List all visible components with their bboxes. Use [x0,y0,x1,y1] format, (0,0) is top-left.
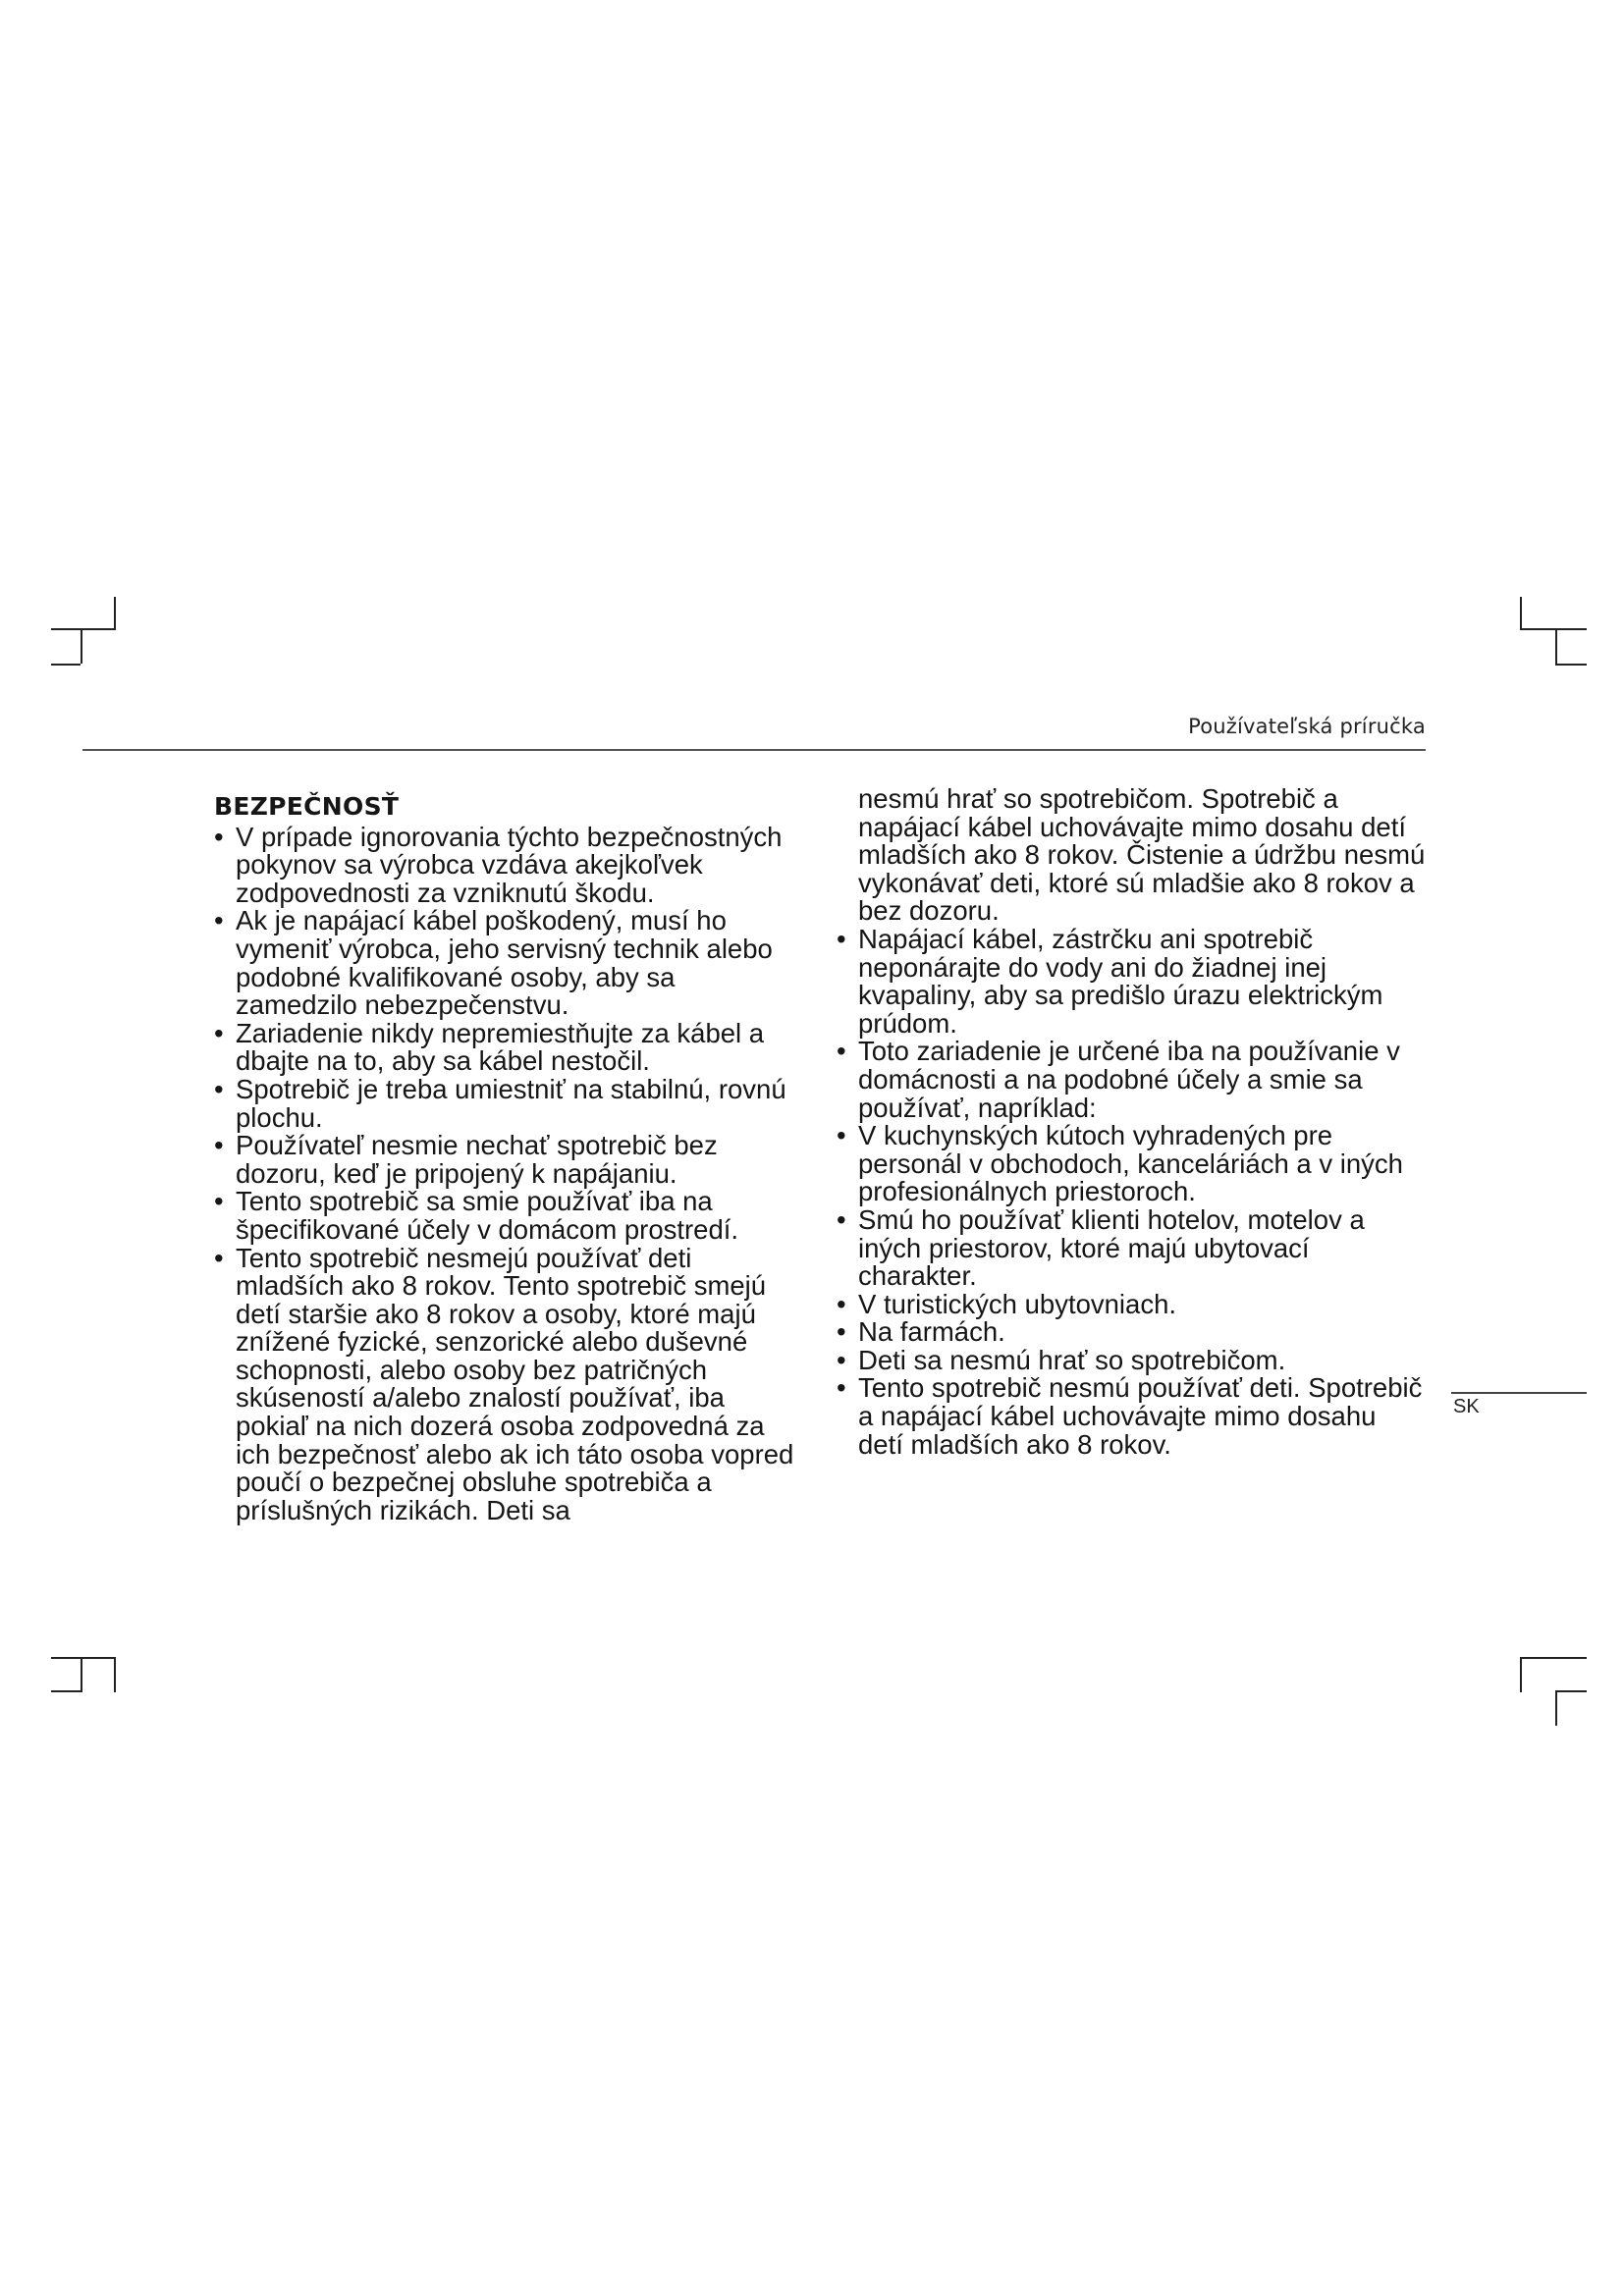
list-item-text: Spotrebič je treba umiestniť na stabilnú, rovnú plochu. [236,1073,786,1133]
left-column [214,785,803,1524]
list-item [214,1017,803,1077]
list-item [214,907,803,1019]
list-item-text: Tento spotrebič nesmú používať deti. Spotrebič a napájací kábel uchovávajte mimo dosahu detí mladších ako 8 rokov. [858,1372,1423,1460]
crop-mark [1555,628,1557,664]
bullet-icon: • [837,1344,846,1375]
bullet-icon: • [214,1186,224,1217]
crop-mark [1520,597,1522,630]
list-item [214,821,803,908]
list-item [214,1188,803,1244]
list-item [214,1132,803,1188]
bullet-icon: • [837,923,846,954]
section-heading: BEZPEČNOSŤ [214,792,400,821]
bullet-icon: • [837,1203,846,1235]
bullet-icon: • [837,1120,846,1151]
list-item-text: Deti sa nesmú hrať so spotrebičom. [858,1344,1286,1375]
list-item-text: Smú ho používať klienti hotelov, motelov a iných priestorov, ktoré majú ubytovací charakter. [858,1203,1365,1292]
bullet-icon: • [837,1288,846,1319]
crop-mark [114,1657,116,1692]
list-item [214,1242,803,1525]
list-item-text: Na farmách. [858,1316,1005,1348]
list-item [837,1318,1426,1347]
continuation-text: nesmú hrať so spotrebičom. Spotrebič a napájací kábel uchovávajte mimo dosahu detí mladších ako 8 rokov. Čistenie a údržbu nesmú vykonávať deti, ktoré sú mladšie ako 8 rokov a bez dozoru. [858,783,1426,927]
list-item [214,1073,803,1133]
list-item-text: Toto zariadenie je určené iba na používanie v domácnosti a na podobné účely a smie sa používať, napríklad: [858,1036,1400,1123]
bullet-icon: • [214,1073,224,1104]
crop-mark [81,1657,82,1692]
list-item-text: Ak je napájací kábel poškodený, musí ho vymeniť výrobca, jeho servisný technik alebo podobné kvalifikované osoby, aby sa zamedzilo nebezpečenstvu. [236,905,773,1021]
list-item [837,1374,1426,1459]
bullet-icon: • [214,905,224,936]
list-item [837,1122,1426,1206]
crop-mark [1520,1657,1522,1692]
crop-mark [51,664,81,666]
list-item [837,1203,1426,1292]
bullet-icon: • [214,821,224,852]
crop-mark [1555,1690,1587,1692]
list-item-text: Napájací kábel, zástrčku ani spotrebič neponárajte do vody ani do žiadnej inej kvapaliny, aby sa predišlo úrazu elektrickým prúdom. [858,923,1383,1039]
bullet-icon: • [214,1242,224,1273]
crop-mark [81,628,82,664]
list-item [837,1038,1426,1122]
list-item-text: V turistických ubytovniach. [858,1288,1177,1319]
right-column [837,785,1426,1459]
list-item [837,1288,1426,1319]
list-item [837,1344,1426,1375]
list-item-text: V prípade ignorovania týchto bezpečnostných pokynov sa výrobca vzdáva akejkoľvek zodpovednosti za vzniknutú škodu. [236,821,783,908]
crop-mark [114,597,116,630]
language-tab-divider [1451,1392,1587,1394]
list-item-text: Zariadenie nikdy nepremiestňujte za kábel a dbajte na to, aby sa kábel nestočil. [236,1017,765,1077]
list-item [837,923,1426,1039]
language-tab-label: SK [1453,1396,1480,1417]
list-item-text: Používateľ nesmie nechať spotrebič bez dozoru, keď je pripojený k napájaniu. [236,1130,718,1189]
list-item-text: Tento spotrebič nesmejú používať deti mladších ako 8 rokov. Tento spotrebič smejú detí staršie ako 8 rokov a osoby, ktoré majú znížené fyzické, senzorické alebo duševné schopnosti, alebo osoby bez patričných skúseností a/alebo znalostí používať, iba pokiaľ na nich dozerá osoba zodpovedná za ich bezpečnosť alebo ak ich táto osoba vopred poučí o bezpečnej obsluhe spotrebiča a príslušných rizikách. Deti sa [236,1242,794,1525]
crop-mark [51,1657,116,1659]
bullet-icon: • [837,1372,846,1404]
crop-mark [1520,628,1587,630]
crop-mark [1520,1657,1587,1659]
bullet-icon: • [214,1017,224,1048]
crop-mark [51,628,116,630]
bullet-icon: • [214,1130,224,1161]
header-divider [82,749,1426,751]
page-header-title: Používateľská príručka [1188,715,1426,738]
crop-mark [1555,1690,1557,1726]
crop-mark [51,1690,81,1692]
list-item-text: V kuchynských kútoch vyhradených pre personál v obchodoch, kanceláriách a v iných profesionálnych priestoroch. [858,1120,1403,1207]
list-item-text: Tento spotrebič sa smie používať iba na špecifikované účely v domácom prostredí. [236,1186,739,1245]
bullet-icon: • [837,1036,846,1067]
bullet-icon: • [837,1316,846,1348]
crop-mark [1555,664,1587,666]
